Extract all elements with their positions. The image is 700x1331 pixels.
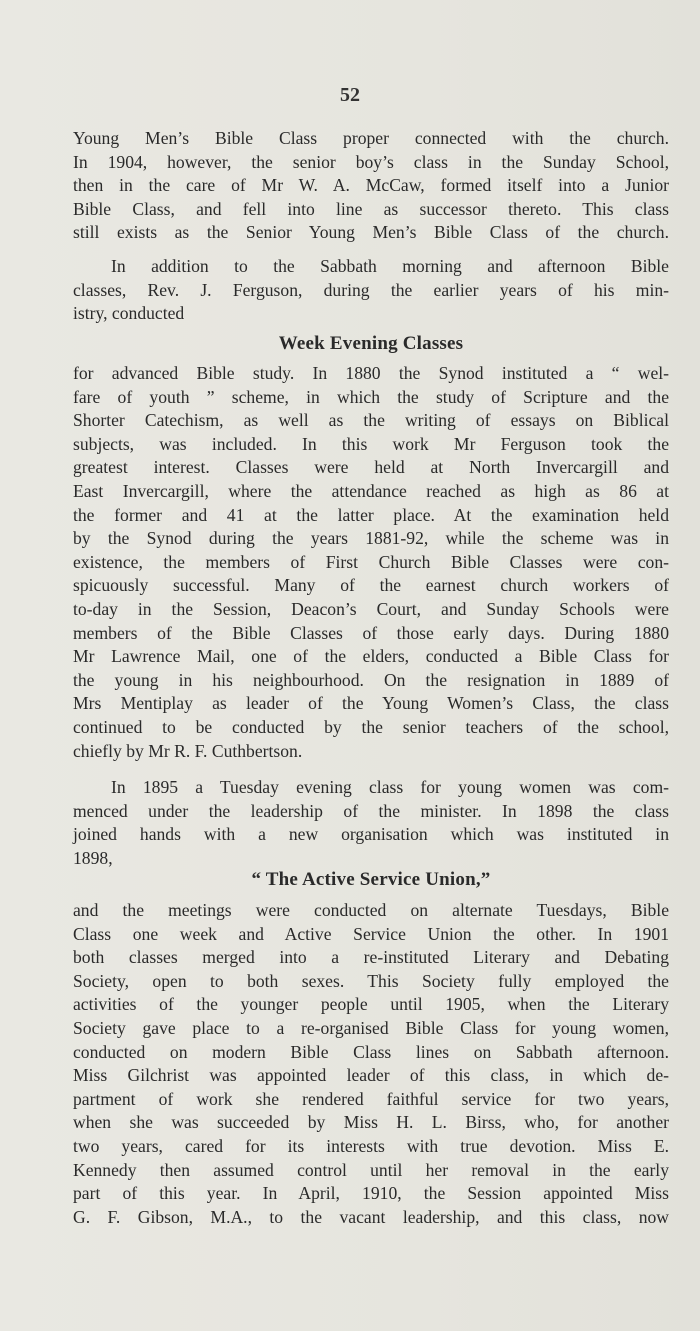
- text-line: 1898,: [73, 847, 113, 868]
- text-line: classes, Rev. J. Ferguson, during the earlier years of his min-: [73, 279, 669, 300]
- section-heading-active-service-union: “ The Active Service Union,”: [251, 869, 491, 890]
- text-line: menced under the leadership of the minister. In 1898 the class: [73, 800, 669, 821]
- text-line: existence, the members of First Church Bible Classes were con-: [73, 551, 669, 572]
- section-heading-week-evening-classes: Week Evening Classes: [278, 333, 464, 354]
- text-line: joined hands with a new organisation which was instituted in: [73, 824, 669, 845]
- text-line: by the Synod during the years 1881-92, while the scheme was in: [73, 528, 669, 549]
- text-line: for advanced Bible study. In 1880 the Synod instituted a “ wel-: [73, 363, 669, 383]
- paragraph-young-mens-class: [73, 127, 669, 245]
- text-line: Society, open to both sexes. This Society fully employed the: [73, 970, 669, 991]
- text-line: conducted on modern Bible Class lines on Sabbath afternoon.: [73, 1041, 669, 1062]
- paragraph-meetings: [73, 899, 669, 1229]
- text-line: greatest interest. Classes were held at North Invercargill and: [73, 457, 669, 478]
- text-line: chiefly by Mr R. F. Cuthbertson.: [73, 740, 303, 761]
- text-line: East Invercargill, where the attendance reached as high as 86 at: [73, 480, 669, 501]
- text-line: Mrs Mentiplay as leader of the Young Women’s Class, the class: [73, 693, 669, 714]
- text-line: and the meetings were conducted on alternate Tuesdays, Bible: [73, 900, 669, 920]
- text-line: In addition to the Sabbath morning and afternoon Bible: [111, 256, 669, 276]
- text-line: Mr Lawrence Mail, one of the elders, conducted a Bible Class for: [73, 646, 669, 667]
- paragraph-tuesday-class: [73, 776, 669, 870]
- paragraph-advanced-bible-study: [73, 362, 669, 763]
- text-line: when she was succeeded by Miss H. L. Birss, who, for another: [73, 1112, 669, 1133]
- text-line: In 1895 a Tuesday evening class for young women was com-: [111, 777, 669, 797]
- text-line: part of this year. In April, 1910, the Session appointed Miss: [73, 1183, 669, 1204]
- text-line: Bible Class, and fell into line as successor thereto. This class: [73, 198, 669, 219]
- text-line: the young in his neighbourhood. On the resignation in 1889 of: [73, 669, 669, 690]
- page-number: 52: [340, 84, 360, 106]
- text-line: activities of the younger people until 1905, when the Literary: [73, 994, 669, 1015]
- text-line: Class one week and Active Service Union the other. In 1901: [73, 923, 669, 944]
- text-line: the former and 41 at the latter place. At the examination held: [73, 504, 669, 525]
- text-line: In 1904, however, the senior boy’s class in the Sunday School,: [73, 151, 669, 172]
- text-line: partment of work she rendered faithful service for two years,: [73, 1088, 669, 1109]
- text-line: to-day in the Session, Deacon’s Court, and Sunday Schools were: [73, 598, 669, 619]
- text-line: subjects, was included. In this work Mr Ferguson took the: [73, 433, 669, 454]
- text-line: Society gave place to a re-organised Bible Class for young women,: [73, 1017, 669, 1038]
- text-line: spicuously successful. Many of the earnest church workers of: [73, 575, 669, 596]
- text-line: istry, conducted: [73, 303, 185, 324]
- text-line: continued to be conducted by the senior teachers of the school,: [73, 716, 669, 737]
- text-line: Miss Gilchrist was appointed leader of this class, in which de-: [73, 1065, 669, 1086]
- text-line: fare of youth ” scheme, in which the study of Scripture and the: [73, 386, 669, 407]
- text-line: both classes merged into a re-instituted Literary and Debating: [73, 947, 669, 968]
- text-line: G. F. Gibson, M.A., to the vacant leadership, and this class, now: [73, 1206, 669, 1227]
- text-line: two years, cared for its interests with true devotion. Miss E.: [73, 1135, 669, 1156]
- text-line: Shorter Catechism, as well as the writing of essays on Biblical: [73, 410, 669, 431]
- paragraph-sabbath-classes: [73, 255, 669, 326]
- text-line: members of the Bible Classes of those early days. During 1880: [73, 622, 669, 643]
- text-line: still exists as the Senior Young Men’s Bible Class of the church.: [73, 222, 669, 243]
- text-line: Young Men’s Bible Class proper connected with the church.: [73, 128, 669, 148]
- text-line: Kennedy then assumed control until her removal in the early: [73, 1159, 669, 1180]
- text-line: then in the care of Mr W. A. McCaw, formed itself into a Junior: [73, 175, 669, 196]
